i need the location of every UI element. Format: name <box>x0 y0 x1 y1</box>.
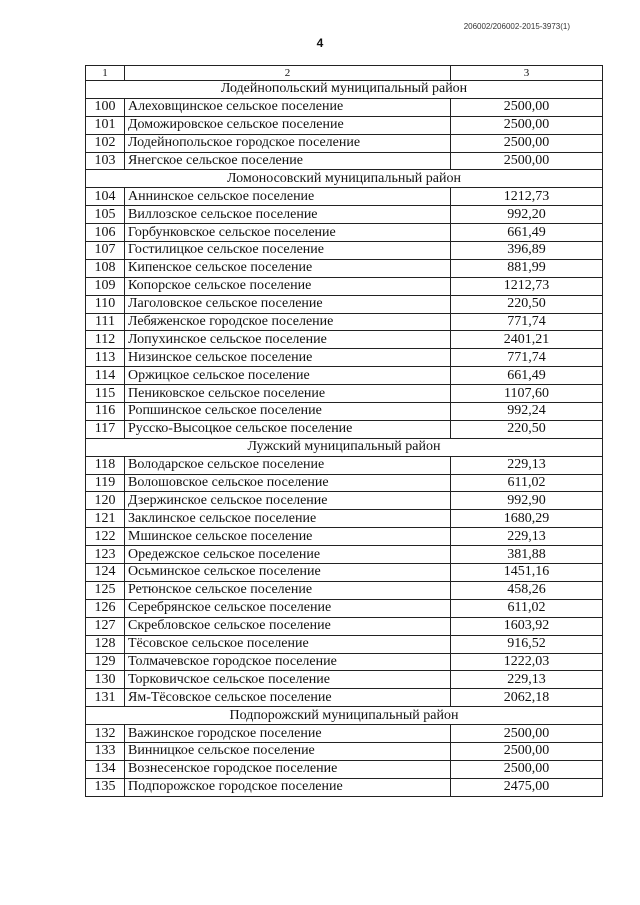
row-number: 125 <box>86 581 125 599</box>
table-row <box>86 277 603 295</box>
row-number: 104 <box>86 188 125 206</box>
allocation-value: 1603,92 <box>451 617 603 635</box>
allocation-value: 661,49 <box>451 367 603 385</box>
table-row <box>86 653 603 671</box>
settlement-name: Винницкое сельское поселение <box>125 742 451 760</box>
table-row <box>86 760 603 778</box>
settlement-name: Важинское городское поселение <box>125 725 451 743</box>
table-row <box>86 367 603 385</box>
allocation-value: 1212,73 <box>451 188 603 206</box>
settlement-name: Лопухинское сельское поселение <box>125 331 451 349</box>
page-number: 4 <box>316 36 324 50</box>
table-row <box>86 331 603 349</box>
settlement-name: Ропшинское сельское поселение <box>125 403 451 421</box>
allocation-value: 2500,00 <box>451 134 603 152</box>
row-number: 127 <box>86 617 125 635</box>
allocation-value: 229,13 <box>451 528 603 546</box>
settlement-name: Подпорожское городское поселение <box>125 778 451 796</box>
settlement-name: Оржицкое сельское поселение <box>125 367 451 385</box>
district-row <box>86 438 603 456</box>
table-row <box>86 242 603 260</box>
row-number: 115 <box>86 385 125 403</box>
settlement-name: Заклинское сельское поселение <box>125 510 451 528</box>
allocation-value: 1107,60 <box>451 385 603 403</box>
table-row <box>86 349 603 367</box>
row-number: 119 <box>86 474 125 492</box>
settlement-name: Володарское сельское поселение <box>125 456 451 474</box>
row-number: 117 <box>86 420 125 438</box>
settlement-name: Кипенское сельское поселение <box>125 259 451 277</box>
allocation-value: 381,88 <box>451 546 603 564</box>
table-row <box>86 778 603 796</box>
settlement-name: Осьминское сельское поселение <box>125 564 451 582</box>
settlement-name: Копорское сельское поселение <box>125 277 451 295</box>
settlement-name: Лаголовское сельское поселение <box>125 295 451 313</box>
settlement-name: Оредежское сельское поселение <box>125 546 451 564</box>
settlement-name: Ретюнское сельское поселение <box>125 581 451 599</box>
settlement-name: Волошовское сельское поселение <box>125 474 451 492</box>
allocation-value: 1222,03 <box>451 653 603 671</box>
settlement-name: Скребловское сельское поселение <box>125 617 451 635</box>
row-number: 114 <box>86 367 125 385</box>
allocation-value: 1212,73 <box>451 277 603 295</box>
allocation-value: 229,13 <box>451 671 603 689</box>
allocation-value: 992,24 <box>451 403 603 421</box>
allocation-value: 220,50 <box>451 420 603 438</box>
table-row <box>86 98 603 116</box>
table-body <box>86 66 603 797</box>
settlement-name: Толмачевское городское поселение <box>125 653 451 671</box>
document-id: 206002/206002-2015-3973(1) <box>463 22 570 31</box>
table-row <box>86 313 603 331</box>
row-number: 120 <box>86 492 125 510</box>
row-number: 107 <box>86 242 125 260</box>
table-row <box>86 420 603 438</box>
table-row <box>86 689 603 707</box>
allocation-value: 611,02 <box>451 599 603 617</box>
column-header-row <box>86 66 603 81</box>
row-number: 133 <box>86 742 125 760</box>
row-number: 106 <box>86 224 125 242</box>
settlement-name: Тёсовское сельское поселение <box>125 635 451 653</box>
district-row <box>86 707 603 725</box>
allocation-value: 661,49 <box>451 224 603 242</box>
row-number: 100 <box>86 98 125 116</box>
column-header: 1 <box>86 66 125 81</box>
row-number: 102 <box>86 134 125 152</box>
district-row <box>86 170 603 188</box>
row-number: 111 <box>86 313 125 331</box>
row-number: 128 <box>86 635 125 653</box>
row-number: 121 <box>86 510 125 528</box>
table-row <box>86 224 603 242</box>
allocation-value: 2500,00 <box>451 116 603 134</box>
allocation-value: 2475,00 <box>451 778 603 796</box>
table-row <box>86 617 603 635</box>
row-number: 116 <box>86 403 125 421</box>
district-name: Лужский муниципальный район <box>86 438 603 456</box>
row-number: 103 <box>86 152 125 170</box>
allocation-value: 881,99 <box>451 259 603 277</box>
row-number: 131 <box>86 689 125 707</box>
allocation-value: 771,74 <box>451 313 603 331</box>
table-row <box>86 259 603 277</box>
settlement-name: Дзержинское сельское поселение <box>125 492 451 510</box>
settlement-name: Лодейнопольское городское поселение <box>125 134 451 152</box>
row-number: 129 <box>86 653 125 671</box>
allocation-value: 2500,00 <box>451 742 603 760</box>
settlement-name: Лебяженское городское поселение <box>125 313 451 331</box>
table-row <box>86 742 603 760</box>
allocation-value: 2500,00 <box>451 98 603 116</box>
settlement-name: Вознесенское городское поселение <box>125 760 451 778</box>
column-header: 3 <box>451 66 603 81</box>
row-number: 123 <box>86 546 125 564</box>
allocation-value: 611,02 <box>451 474 603 492</box>
settlement-name: Низинское сельское поселение <box>125 349 451 367</box>
row-number: 108 <box>86 259 125 277</box>
allocation-value: 1451,16 <box>451 564 603 582</box>
row-number: 105 <box>86 206 125 224</box>
table-row <box>86 152 603 170</box>
row-number: 101 <box>86 116 125 134</box>
allocation-value: 229,13 <box>451 456 603 474</box>
row-number: 109 <box>86 277 125 295</box>
table-row <box>86 725 603 743</box>
settlement-name: Ям-Тёсовское сельское поселение <box>125 689 451 707</box>
row-number: 132 <box>86 725 125 743</box>
settlement-name: Русско-Высоцкое сельское поселение <box>125 420 451 438</box>
table-row <box>86 510 603 528</box>
table-row <box>86 385 603 403</box>
district-row <box>86 81 603 99</box>
table-row <box>86 295 603 313</box>
table-row <box>86 206 603 224</box>
table-row <box>86 134 603 152</box>
allocation-value: 2500,00 <box>451 760 603 778</box>
district-name: Подпорожский муниципальный район <box>86 707 603 725</box>
settlement-name: Горбунковское сельское поселение <box>125 224 451 242</box>
district-name: Ломоносовский муниципальный район <box>86 170 603 188</box>
row-number: 110 <box>86 295 125 313</box>
allocation-value: 2062,18 <box>451 689 603 707</box>
allocation-value: 458,26 <box>451 581 603 599</box>
row-number: 135 <box>86 778 125 796</box>
row-number: 124 <box>86 564 125 582</box>
allocation-value: 916,52 <box>451 635 603 653</box>
settlement-name: Пениковское сельское поселение <box>125 385 451 403</box>
row-number: 134 <box>86 760 125 778</box>
row-number: 126 <box>86 599 125 617</box>
row-number: 113 <box>86 349 125 367</box>
table-row <box>86 546 603 564</box>
allocation-value: 992,20 <box>451 206 603 224</box>
allocation-value: 1680,29 <box>451 510 603 528</box>
column-header: 2 <box>125 66 451 81</box>
allocation-value: 771,74 <box>451 349 603 367</box>
row-number: 122 <box>86 528 125 546</box>
table-row <box>86 116 603 134</box>
allocation-value: 2401,21 <box>451 331 603 349</box>
table-row <box>86 599 603 617</box>
table-row <box>86 635 603 653</box>
table-row <box>86 564 603 582</box>
settlement-name: Доможировское сельское поселение <box>125 116 451 134</box>
district-name: Лодейнопольский муниципальный район <box>86 81 603 99</box>
settlement-name: Алеховщинское сельское поселение <box>125 98 451 116</box>
table-row <box>86 581 603 599</box>
row-number: 130 <box>86 671 125 689</box>
table-row <box>86 492 603 510</box>
table-row <box>86 403 603 421</box>
allocation-value: 396,89 <box>451 242 603 260</box>
allocation-value: 2500,00 <box>451 152 603 170</box>
table-row <box>86 528 603 546</box>
settlement-name: Торковичское сельское поселение <box>125 671 451 689</box>
settlement-name: Виллозское сельское поселение <box>125 206 451 224</box>
allocation-value: 992,90 <box>451 492 603 510</box>
settlement-name: Гостилицкое сельское поселение <box>125 242 451 260</box>
row-number: 118 <box>86 456 125 474</box>
settlement-name: Серебрянское сельское поселение <box>125 599 451 617</box>
table-row <box>86 474 603 492</box>
row-number: 112 <box>86 331 125 349</box>
table-row <box>86 188 603 206</box>
table-row <box>86 671 603 689</box>
settlement-name: Мшинское сельское поселение <box>125 528 451 546</box>
allocation-table <box>85 65 603 797</box>
allocation-value: 2500,00 <box>451 725 603 743</box>
table-row <box>86 456 603 474</box>
settlement-name: Аннинское сельское поселение <box>125 188 451 206</box>
allocation-value: 220,50 <box>451 295 603 313</box>
settlement-name: Янегское сельское поселение <box>125 152 451 170</box>
